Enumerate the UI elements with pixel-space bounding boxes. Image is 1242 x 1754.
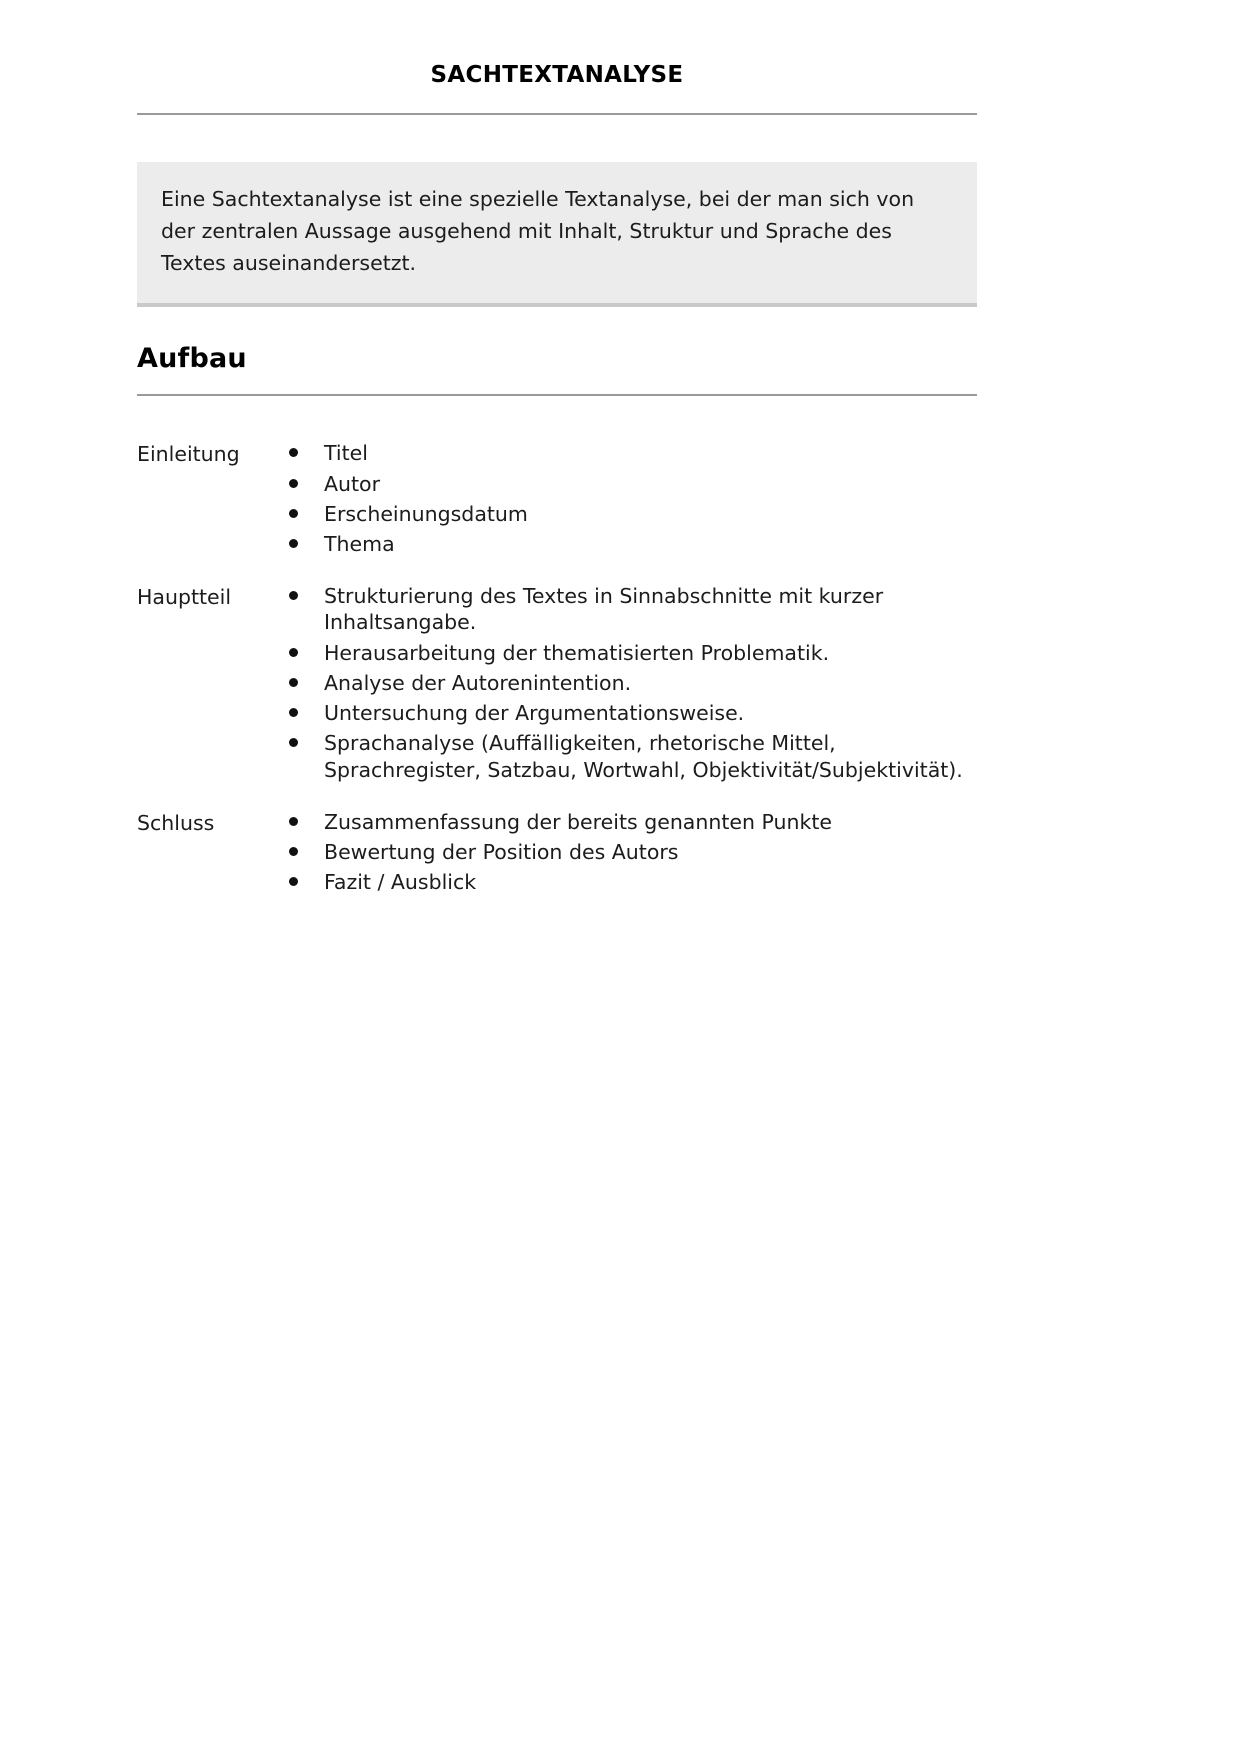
bullet-icon — [289, 591, 298, 600]
list-item-text: Herausarbeitung der thematisierten Problematik. — [324, 640, 830, 665]
list-item-text: Zusammenfassung der bereits genannten Punkte — [324, 809, 833, 834]
list-item-text: Sprachanalyse (Auffälligkeiten, rhetorische Mittel, Sprachregister, Satzbau, Wortwahl, Objektivität/Subjektivität). — [324, 731, 963, 782]
structure-row-schluss — [137, 809, 977, 896]
bullet-icon — [289, 678, 298, 687]
list-item-text: Untersuchung der Argumentationsweise. — [324, 701, 745, 726]
list-item — [289, 583, 977, 635]
list-item — [289, 670, 977, 696]
bullet-icon — [289, 708, 298, 717]
structure-label-schluss: Schluss — [137, 810, 215, 835]
page-title: SACHTEXTANALYSE — [430, 62, 684, 88]
definition-callout — [137, 162, 977, 307]
list-item-text: Analyse der Autorenintention. — [324, 670, 632, 695]
list-item — [289, 640, 977, 666]
list-item-text: Erscheinungsdatum — [324, 501, 528, 526]
bullet-icon — [289, 817, 298, 826]
list-item — [289, 700, 977, 726]
list-item-text: Titel — [324, 441, 368, 466]
list-item-text: Autor — [324, 471, 381, 496]
definition-text: Eine Sachtextanalyse ist eine spezielle Textanalyse, bei der man sich von der zentralen Aussage ausgehend mit Inhalt, Struktur und Sprache des Textes auseinandersetzt. — [161, 187, 915, 275]
structure-label-hauptteil: Hauptteil — [137, 585, 232, 610]
bullet-icon — [289, 877, 298, 886]
section-heading-aufbau: Aufbau — [137, 343, 247, 375]
list-item-text: Thema — [324, 532, 395, 556]
bullet-icon — [289, 509, 298, 518]
bullet-icon — [289, 847, 298, 856]
list-item — [289, 440, 977, 466]
bullet-icon — [289, 539, 298, 548]
structure-row-einleitung — [137, 440, 977, 557]
bullet-icon — [289, 479, 298, 488]
list-item-text: Fazit / Ausblick — [324, 870, 477, 895]
structure-row-hauptteil — [137, 583, 977, 783]
structure-list-einleitung — [289, 440, 977, 557]
list-item — [289, 531, 977, 557]
structure-list-schluss — [289, 809, 977, 896]
bullet-icon — [289, 648, 298, 657]
list-item — [289, 809, 977, 835]
bullet-icon — [289, 448, 298, 457]
structure-list-hauptteil — [289, 583, 977, 783]
list-item — [289, 869, 977, 895]
list-item-text: Strukturierung des Textes in Sinnabschnitte mit kurzer Inhaltsangabe. — [324, 584, 884, 635]
bullet-icon — [289, 738, 298, 747]
list-item — [289, 730, 977, 782]
section-divider — [137, 394, 977, 396]
list-item — [289, 501, 977, 527]
list-item — [289, 471, 977, 497]
document-content — [137, 0, 977, 896]
list-item-text: Bewertung der Position des Autors — [324, 840, 679, 865]
structure-table — [137, 440, 977, 895]
structure-label-einleitung: Einleitung — [137, 442, 240, 467]
header-divider — [137, 113, 977, 115]
list-item — [289, 839, 977, 865]
